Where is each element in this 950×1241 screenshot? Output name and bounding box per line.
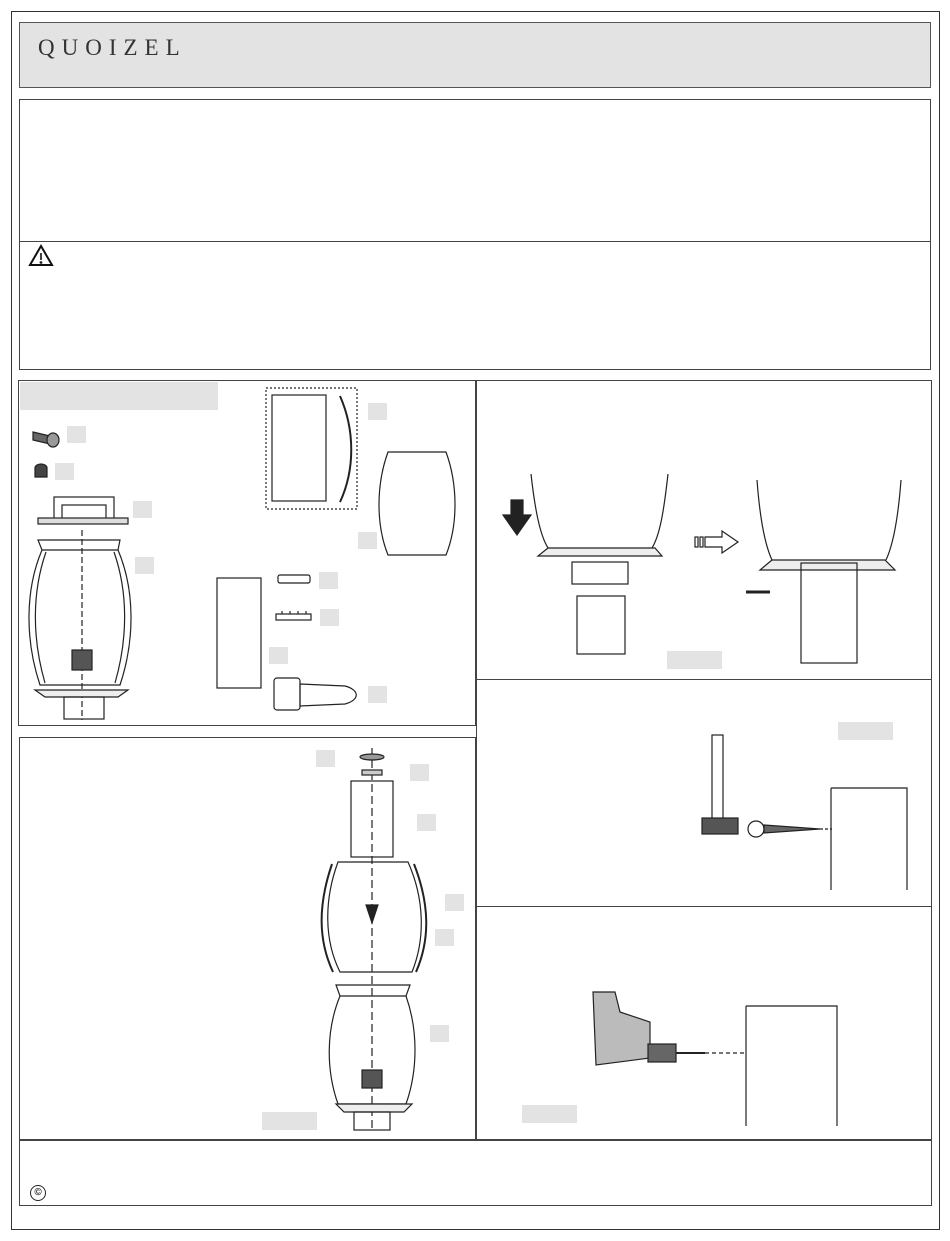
brand-logo: QUOIZEL [38,35,187,60]
glass-panel-part [266,388,357,509]
gasket-part [278,575,310,583]
part-label-boxes [55,403,387,703]
copyright-icon: © [30,1185,46,1201]
fitter-part [38,497,128,524]
glass-shade-part [379,452,455,555]
cap-nut-part-icon [35,464,47,477]
screw-part-icon [33,432,59,447]
assembly-exploded-view [262,748,464,1130]
lantern-body-part [29,530,131,720]
step2-illustration [702,722,907,890]
cylinder-part [217,578,261,688]
step3-illustration [522,992,837,1126]
terminal-block-part [276,611,311,620]
wire-connector-part [274,678,356,710]
warning-triangle-icon [30,246,52,265]
step1-illustration [503,474,901,669]
